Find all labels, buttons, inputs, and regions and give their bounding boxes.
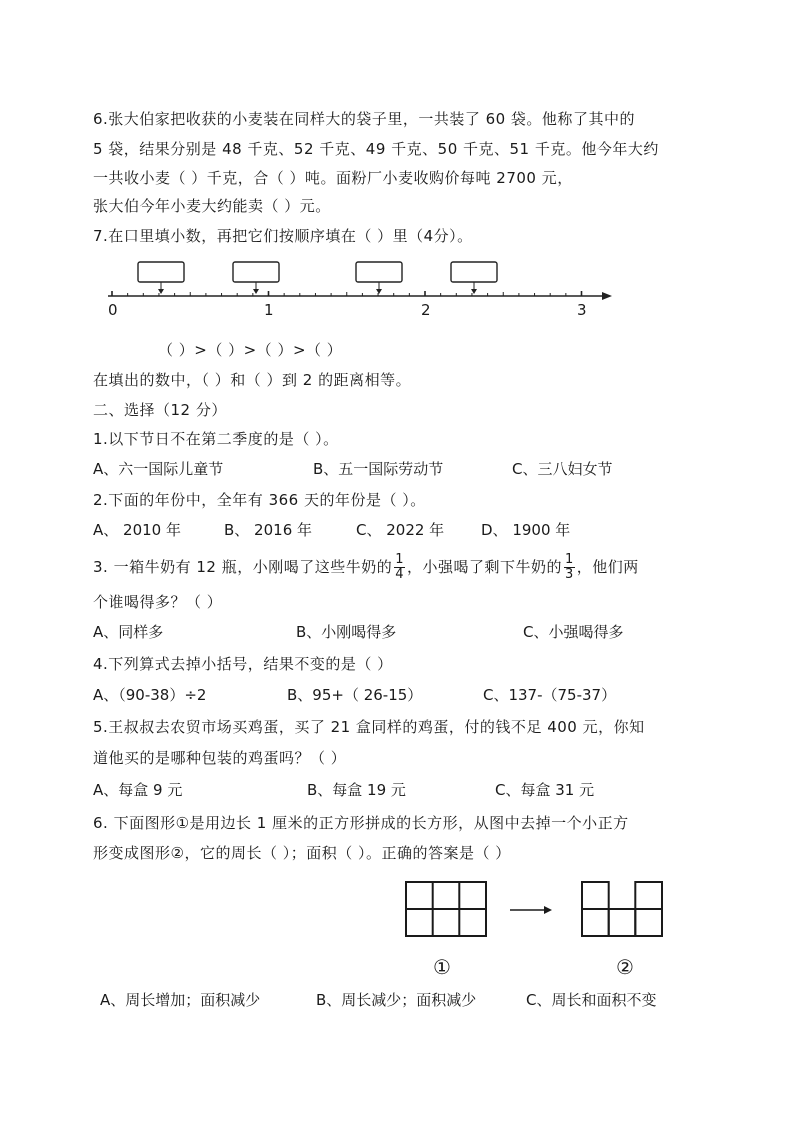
tick-label-3: 3: [577, 301, 588, 319]
choice-q2-option-c: C、 2022 年: [356, 521, 445, 539]
choice-q6-line-1: 6. 下面图形①是用边长 1 厘米的正方形拼成的长方形，从图中去掉一个小正方: [93, 814, 629, 832]
choice-q3-stem-part-c: ，他们两: [576, 558, 639, 576]
answer-box-3: [356, 262, 402, 294]
number-line-ticks: [112, 291, 582, 296]
choice-q4-option-c: C、137-（75-37）: [483, 686, 617, 704]
choice-q5-line-1: 5.王叔叔去农贸市场买鸡蛋，买了 21 盒同样的鸡蛋，付的钱不足 400 元，你知: [93, 718, 645, 736]
fraction-1-numerator: 1: [395, 552, 404, 567]
fraction-one-quarter: [394, 553, 405, 582]
fraction-2-denominator: 3: [565, 567, 574, 582]
tick-label-2: 2: [421, 301, 432, 319]
choice-q3-stem-line-2: 个谁喝得多？（ ）: [93, 593, 223, 611]
choice-q2-option-a: A、 2010 年: [93, 521, 181, 539]
choice-q2-option-d: D、 1900 年: [481, 521, 571, 539]
fraction-2-numerator: 1: [565, 552, 574, 567]
choice-q4-option-b: B、95+（ 26-15）: [287, 686, 423, 704]
figure-2-grid: [582, 882, 662, 936]
figure-2-label: ②: [616, 955, 634, 979]
figure-1-grid: [406, 882, 486, 936]
choice-q1-option-c: C、三八妇女节: [512, 460, 613, 478]
q6-line-1: 6.张大伯家把收获的小麦装在同样大的袋子里，一共装了 60 袋。他称了其中的: [93, 110, 635, 128]
choice-q5-option-a: A、每盒 9 元: [93, 781, 183, 799]
tick-label-1: 1: [264, 301, 275, 319]
fraction-one-third: [564, 553, 575, 582]
choice-q2-stem: 2.下面的年份中，全年有 366 天的年份是（ ）。: [93, 491, 426, 509]
axis-arrow: [602, 292, 612, 300]
fraction-1-denominator: 4: [395, 567, 404, 582]
choice-q4-stem: 4.下列算式去掉小括号，结果不变的是（ ）: [93, 655, 393, 673]
choice-q3-stem: [93, 550, 639, 584]
answer-box-1: [138, 262, 184, 294]
choice-q3-stem-part-b: ，小强喝了剩下牛奶的: [407, 558, 563, 576]
q7-line-1: 7.在口里填小数，再把它们按顺序填在（ ）里（4分）。: [93, 227, 473, 245]
q7-order-line: （ ）>（ ）>（ ）>（ ）: [158, 341, 343, 359]
choice-q6-option-a: A、周长增加；面积减少: [100, 991, 261, 1009]
choice-q3-option-b: B、小刚喝得多: [296, 623, 397, 641]
choice-q5-option-b: B、每盒 19 元: [307, 781, 406, 799]
choice-q4-option-a: A、（90-38）÷2: [93, 686, 207, 704]
choice-q6-option-b: B、周长减少；面积减少: [316, 991, 477, 1009]
q6-line-2: 5 袋，结果分别是 48 千克、52 千克、49 千克、50 千克、51 千克。他今年大约: [93, 140, 659, 158]
choice-q1-stem: 1.以下节日不在第二季度的是（ ）。: [93, 430, 339, 448]
transform-arrow: [510, 906, 552, 914]
choice-q2-option-b: B、 2016 年: [224, 521, 313, 539]
choice-q3-stem-part-a: 3. 一箱牛奶有 12 瓶，小刚喝了这些牛奶的: [93, 558, 393, 576]
figure-1-label: ①: [433, 955, 451, 979]
choice-q1-option-b: B、五一国际劳动节: [313, 460, 444, 478]
q7-line-3: 在填出的数中，（ ）和（ ）到 2 的距离相等。: [93, 371, 412, 389]
choice-q1-option-a: A、六一国际儿童节: [93, 460, 224, 478]
section-2-title: 二、选择（12 分）: [93, 401, 227, 419]
choice-q6-line-2: 形变成图形②，它的周长（ ）；面积（ ）。正确的答案是（ ）: [93, 844, 511, 862]
choice-q5-option-c: C、每盒 31 元: [495, 781, 595, 799]
q6-line-3: 一共收小麦（ ）千克，合（ ）吨。面粉厂小麦收购价每吨 2700 元，: [93, 169, 573, 187]
choice-q3-option-a: A、同样多: [93, 623, 164, 641]
choice-q6-option-c: C、周长和面积不变: [526, 991, 657, 1009]
answer-box-2: [233, 262, 279, 294]
q6-line-4: 张大伯今年小麦大约能卖（ ）元。: [93, 197, 331, 215]
choice-q5-line-2: 道他买的是哪种包装的鸡蛋吗？（ ）: [93, 749, 347, 767]
tick-label-0: 0: [108, 301, 119, 319]
answer-box-4: [451, 262, 497, 294]
choice-q3-option-c: C、小强喝得多: [523, 623, 624, 641]
